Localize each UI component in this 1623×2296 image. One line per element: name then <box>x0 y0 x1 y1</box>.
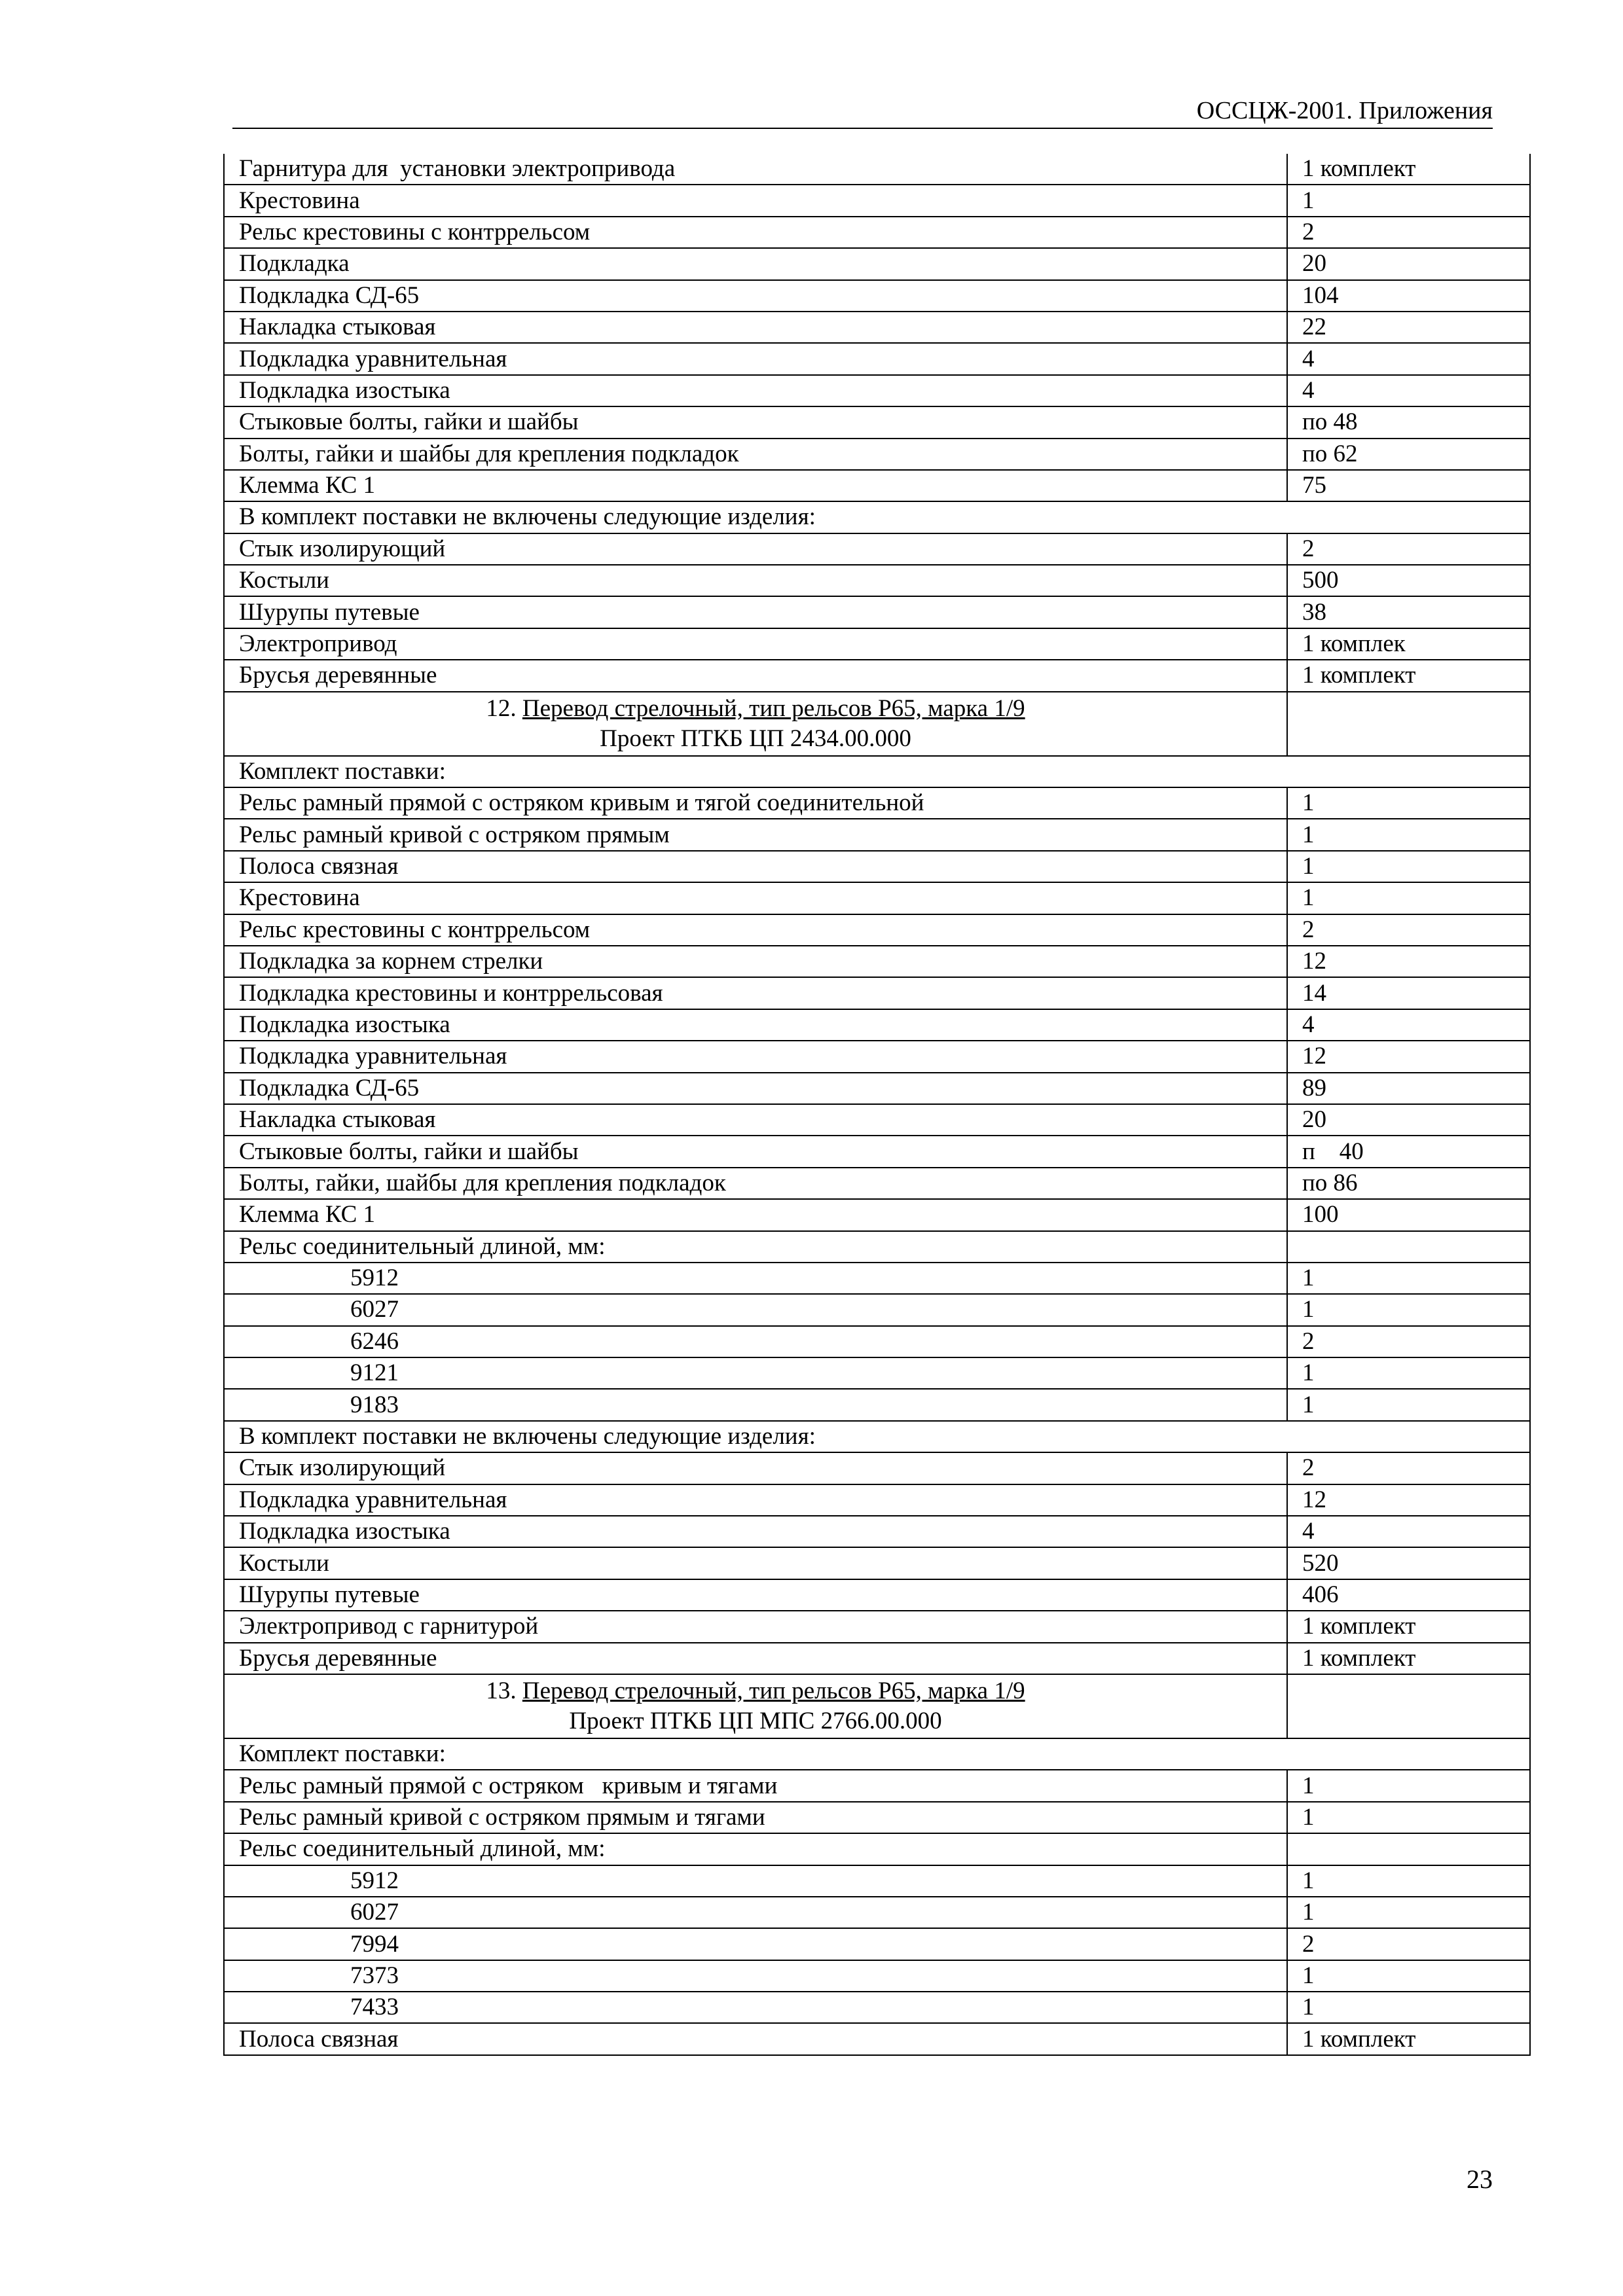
item-quantity: 2 <box>1287 1452 1530 1484</box>
table-row <box>224 439 1530 470</box>
item-quantity: 12 <box>1287 946 1530 977</box>
table-row <box>224 1960 1530 1992</box>
table-row <box>224 851 1530 882</box>
item-quantity: 406 <box>1287 1579 1530 1611</box>
item-name: Рельс крестовины с контррельсом <box>224 217 1287 248</box>
table-row <box>224 1516 1530 1547</box>
section-label-row <box>224 501 1530 533</box>
item-quantity: 1 комплект <box>1287 1643 1530 1674</box>
length-value: 9121 <box>224 1357 1287 1389</box>
item-name: Подкладка уравнительная <box>224 1041 1287 1072</box>
length-value: 7433 <box>224 1992 1287 2023</box>
table-row <box>224 1865 1530 1897</box>
item-quantity: 1 <box>1287 1897 1530 1928</box>
item-quantity: 4 <box>1287 1516 1530 1547</box>
table-row <box>224 1484 1530 1516</box>
section-title-row <box>224 1674 1530 1738</box>
item-name: Рельс рамный прямой с остряком кривым и тягой соединительной <box>224 787 1287 819</box>
item-name: Электропривод <box>224 628 1287 660</box>
item-quantity: 75 <box>1287 470 1530 501</box>
length-value: 7373 <box>224 1960 1287 1992</box>
table-row <box>224 248 1530 279</box>
item-quantity: 1 комплек <box>1287 628 1530 660</box>
item-name: Рельс соединительный длиной, мм: <box>224 1231 1287 1263</box>
table-row <box>224 533 1530 565</box>
item-name: Рельс рамный кривой с остряком прямым и тягами <box>224 1802 1287 1833</box>
table-row <box>224 660 1530 691</box>
item-name: Рельс рамный кривой с остряком прямым <box>224 819 1287 850</box>
table-row <box>224 343 1530 374</box>
item-quantity: по 86 <box>1287 1168 1530 1199</box>
supply-table <box>223 154 1531 2056</box>
section-label-row <box>224 1421 1530 1452</box>
item-name: Подкладка крестовины и контррельсовая <box>224 977 1287 1009</box>
table-row <box>224 819 1530 850</box>
item-quantity: п 40 <box>1287 1136 1530 1167</box>
section-title <box>224 1674 1287 1738</box>
table-row <box>224 1611 1530 1642</box>
table-row <box>224 217 1530 248</box>
item-name: Подкладка уравнительная <box>224 1484 1287 1516</box>
item-name: Костыли <box>224 565 1287 596</box>
item-name: Накладка стыковая <box>224 1104 1287 1136</box>
item-quantity: 1 <box>1287 1992 1530 2023</box>
table-row <box>224 977 1530 1009</box>
item-quantity: 12 <box>1287 1484 1530 1516</box>
table-row <box>224 1041 1530 1072</box>
item-name: Накладка стыковая <box>224 312 1287 343</box>
item-name: Подкладка за корнем стрелки <box>224 946 1287 977</box>
item-quantity: 12 <box>1287 1041 1530 1072</box>
table-row <box>224 914 1530 946</box>
item-name: Болты, гайки и шайбы для крепления подкладок <box>224 439 1287 470</box>
item-name: Клемма КС 1 <box>224 470 1287 501</box>
item-name: Стыковые болты, гайки и шайбы <box>224 1136 1287 1167</box>
table-row <box>224 1928 1530 1960</box>
table-row <box>224 406 1530 438</box>
item-name: Костыли <box>224 1547 1287 1579</box>
item-quantity: 1 комплект <box>1287 154 1530 185</box>
table-row <box>224 1643 1530 1674</box>
section-label: Комплект поставки: <box>224 1738 1530 1770</box>
table-row <box>224 1547 1530 1579</box>
item-quantity: 2 <box>1287 217 1530 248</box>
item-name: Брусья деревянные <box>224 660 1287 691</box>
length-value: 6027 <box>224 1897 1287 1928</box>
length-value: 5912 <box>224 1263 1287 1294</box>
table-row <box>224 1770 1530 1801</box>
item-quantity: 38 <box>1287 596 1530 628</box>
item-name: Подкладка изостыка <box>224 1516 1287 1547</box>
section-label-row <box>224 756 1530 787</box>
table-row <box>224 1452 1530 1484</box>
table-row <box>224 787 1530 819</box>
table-row <box>224 1168 1530 1199</box>
item-name: Подкладка СД-65 <box>224 280 1287 312</box>
table-row <box>224 1073 1530 1104</box>
item-quantity: 1 <box>1287 1357 1530 1389</box>
item-name: Рельс крестовины с контррельсом <box>224 914 1287 946</box>
length-value: 6246 <box>224 1326 1287 1357</box>
item-name: Крестовина <box>224 185 1287 216</box>
table-row <box>224 1104 1530 1136</box>
table-row <box>224 1136 1530 1167</box>
item-name: Шурупы путевые <box>224 596 1287 628</box>
table-body <box>224 154 1530 2055</box>
item-quantity: 1 комплект <box>1287 660 1530 691</box>
running-header <box>232 95 1493 129</box>
item-quantity: 100 <box>1287 1199 1530 1230</box>
item-name: Подкладка <box>224 248 1287 279</box>
item-quantity: 4 <box>1287 1009 1530 1041</box>
section-name: Перевод стрелочный, тип рельсов Р65, марка 1/9 <box>522 1677 1025 1704</box>
item-name: Электропривод с гарнитурой <box>224 1611 1287 1642</box>
item-name: Шурупы путевые <box>224 1579 1287 1611</box>
table-row <box>224 946 1530 977</box>
section-number: 13. <box>486 1677 522 1704</box>
item-quantity: 2 <box>1287 1928 1530 1960</box>
section-title <box>224 692 1287 756</box>
item-name: Подкладка уравнительная <box>224 343 1287 374</box>
section-title-line <box>225 694 1286 724</box>
section-name: Перевод стрелочный, тип рельсов Р65, марка 1/9 <box>522 694 1025 722</box>
item-name: Полоса связная <box>224 2023 1287 2054</box>
table-row <box>224 2023 1530 2054</box>
item-name: Стыковые болты, гайки и шайбы <box>224 406 1287 438</box>
table-row <box>224 1199 1530 1230</box>
table-row <box>224 280 1530 312</box>
table-row <box>224 596 1530 628</box>
item-quantity: 89 <box>1287 1073 1530 1104</box>
item-quantity <box>1287 1833 1530 1865</box>
table-row <box>224 882 1530 914</box>
table-row <box>224 1326 1530 1357</box>
section-number: 12. <box>486 694 522 722</box>
item-quantity: 20 <box>1287 248 1530 279</box>
table-row <box>224 628 1530 660</box>
item-quantity: 1 комплект <box>1287 2023 1530 2054</box>
item-quantity: по 48 <box>1287 406 1530 438</box>
empty-cell <box>1287 1674 1530 1738</box>
table-row <box>224 1389 1530 1420</box>
item-name: Рельс соединительный длиной, мм: <box>224 1833 1287 1865</box>
table-row <box>224 1263 1530 1294</box>
section-label: Комплект поставки: <box>224 756 1530 787</box>
table-row <box>224 1357 1530 1389</box>
section-title-row <box>224 692 1530 756</box>
section-label-row <box>224 1738 1530 1770</box>
item-quantity: 1 <box>1287 1389 1530 1420</box>
table-row <box>224 1833 1530 1865</box>
item-name: Гарнитура для установки электропривода <box>224 154 1287 185</box>
item-quantity: 1 <box>1287 1802 1530 1833</box>
item-quantity: 1 <box>1287 819 1530 850</box>
item-quantity: по 62 <box>1287 439 1530 470</box>
table-row <box>224 154 1530 185</box>
empty-cell <box>1287 692 1530 756</box>
section-label: В комплект поставки не включены следующие изделия: <box>224 501 1530 533</box>
item-quantity: 1 <box>1287 1294 1530 1325</box>
item-quantity: 1 <box>1287 787 1530 819</box>
page-number: 23 <box>1467 2164 1493 2194</box>
table-row <box>224 185 1530 216</box>
item-quantity: 2 <box>1287 533 1530 565</box>
length-value: 9183 <box>224 1389 1287 1420</box>
item-quantity: 1 <box>1287 1865 1530 1897</box>
item-quantity <box>1287 1231 1530 1263</box>
item-quantity: 1 <box>1287 851 1530 882</box>
item-quantity: 1 <box>1287 185 1530 216</box>
table-row <box>224 470 1530 501</box>
item-name: Клемма КС 1 <box>224 1199 1287 1230</box>
table-row <box>224 312 1530 343</box>
item-quantity: 104 <box>1287 280 1530 312</box>
item-name: Брусья деревянные <box>224 1643 1287 1674</box>
item-name: Стык изолирующий <box>224 1452 1287 1484</box>
item-quantity: 1 комплект <box>1287 1611 1530 1642</box>
item-name: Подкладка изостыка <box>224 1009 1287 1041</box>
item-quantity: 2 <box>1287 914 1530 946</box>
table-row <box>224 1294 1530 1325</box>
item-name: Подкладка СД-65 <box>224 1073 1287 1104</box>
header-title: ОССЦЖ-2001. Приложения <box>1196 97 1493 124</box>
table-row <box>224 1992 1530 2023</box>
item-name: Стык изолирующий <box>224 533 1287 565</box>
section-title-line <box>225 1676 1286 1706</box>
item-name: Рельс рамный прямой с остряком кривым и тягами <box>224 1770 1287 1801</box>
table-row <box>224 1579 1530 1611</box>
item-quantity: 520 <box>1287 1547 1530 1579</box>
item-quantity: 1 <box>1287 1960 1530 1992</box>
item-quantity: 4 <box>1287 375 1530 406</box>
table-row <box>224 1009 1530 1041</box>
project-code: Проект ПТКБ ЦП 2434.00.000 <box>600 725 911 752</box>
item-quantity: 22 <box>1287 312 1530 343</box>
item-quantity: 14 <box>1287 977 1530 1009</box>
item-name: Болты, гайки, шайбы для крепления подкладок <box>224 1168 1287 1199</box>
item-quantity: 2 <box>1287 1326 1530 1357</box>
project-code: Проект ПТКБ ЦП МПС 2766.00.000 <box>569 1707 942 1734</box>
table-row <box>224 1897 1530 1928</box>
table-row <box>224 565 1530 596</box>
length-value: 6027 <box>224 1294 1287 1325</box>
length-value: 5912 <box>224 1865 1287 1897</box>
item-quantity: 1 <box>1287 882 1530 914</box>
table-row <box>224 1802 1530 1833</box>
item-quantity: 4 <box>1287 343 1530 374</box>
item-quantity: 20 <box>1287 1104 1530 1136</box>
item-name: Полоса связная <box>224 851 1287 882</box>
table-row <box>224 375 1530 406</box>
item-quantity: 1 <box>1287 1770 1530 1801</box>
section-label: В комплект поставки не включены следующие изделия: <box>224 1421 1530 1452</box>
length-value: 7994 <box>224 1928 1287 1960</box>
item-name: Подкладка изостыка <box>224 375 1287 406</box>
item-quantity: 1 <box>1287 1263 1530 1294</box>
item-quantity: 500 <box>1287 565 1530 596</box>
table-row <box>224 1231 1530 1263</box>
item-name: Крестовина <box>224 882 1287 914</box>
